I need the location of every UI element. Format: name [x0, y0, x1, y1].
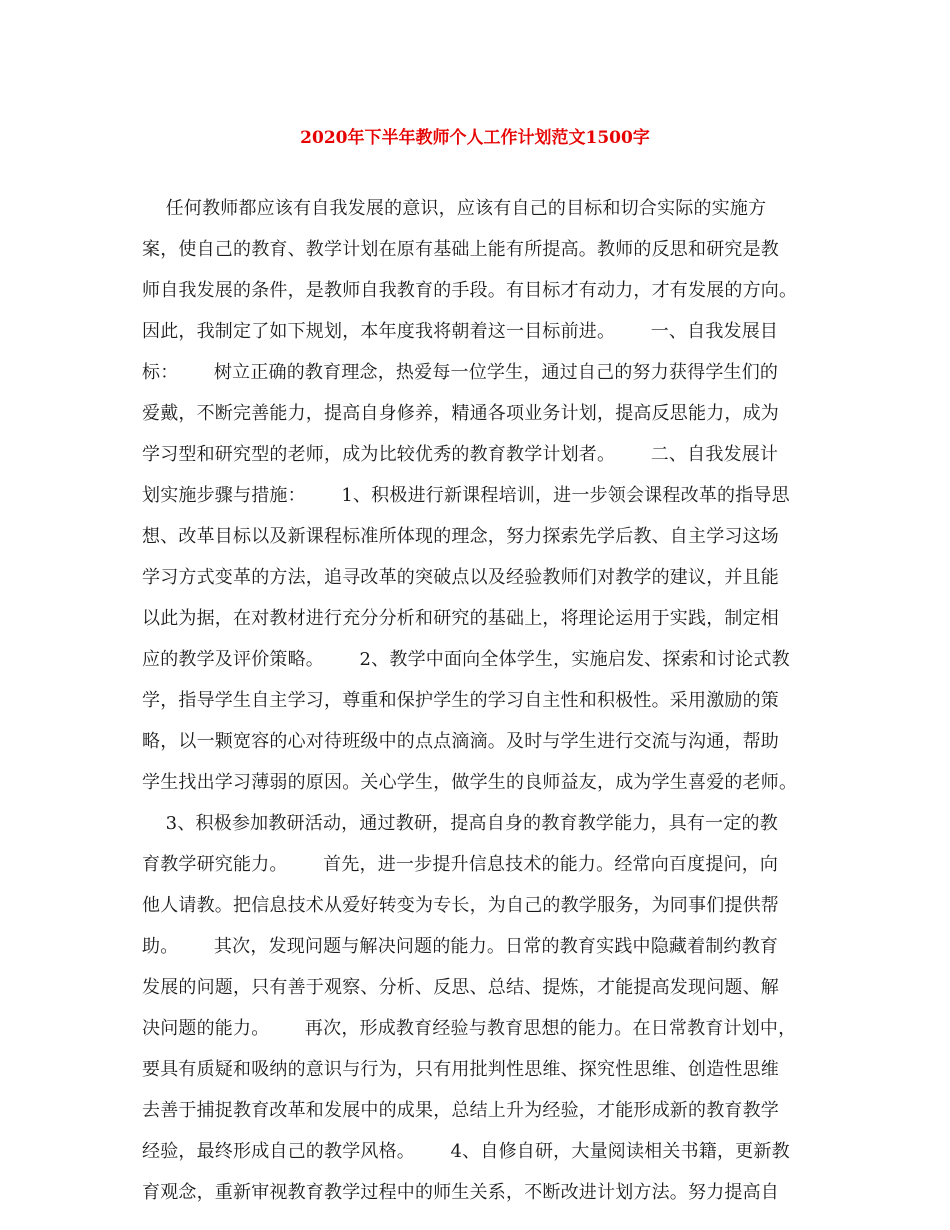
body-line: 经验，最终形成自己的教学风格。 4、自修自研，大量阅读相关书籍，更新教: [142, 1141, 790, 1162]
body-line: 爱戴，不断完善能力，提高自身修养，精通各项业务计划，提高反思能力，成为: [142, 403, 779, 424]
body-line: 学生找出学习薄弱的原因。关心学生，做学生的良师益友，成为学生喜爱的老师。: [142, 772, 798, 793]
body-line: 标： 树立正确的教育理念，热爱每一位学生，通过自己的努力获得学生们的: [142, 362, 779, 383]
body-line: 任何教师都应该有自我发展的意识，应该有自己的目标和切合实际的实施方: [142, 198, 767, 219]
body-line: 育教学研究能力。 首先，进一步提升信息技术的能力。经常向百度提问，向: [142, 854, 779, 875]
body-line: 应的教学及评价策略。 2、教学中面向全体学生，实施启发、探索和讨论式教: [142, 649, 790, 670]
body-line: 以此为据，在对教材进行充分分析和研究的基础上，将理论运用于实践，制定相: [142, 608, 779, 629]
document-title: 2020年下半年教师个人工作计划范文1500字: [300, 128, 650, 148]
body-line: 3、积极参加教研活动，通过教研，提高自身的教育教学能力，具有一定的教: [142, 813, 778, 834]
body-line: 想、改革目标以及新课程标准所体现的理念，努力探索先学后教、自主学习这场: [142, 526, 779, 547]
body-line: 要具有质疑和吸纳的意识与行为，只有用批判性思维、探究性思维、创造性思维: [142, 1059, 779, 1080]
body-line: 学习方式变革的方法，追寻改革的突破点以及经验教师们对教学的建议，并且能: [142, 567, 779, 588]
body-line: 师自我发展的条件，是教师自我教育的手段。有目标才有动力，才有发展的方向。: [142, 280, 798, 301]
body-line: 助。 其次，发现问题与解决问题的能力。日常的教育实践中隐藏着制约教育: [142, 936, 779, 957]
body-line: 学，指导学生自主学习，尊重和保护学生的学习自主性和积极性。采用激励的策: [142, 690, 779, 711]
body-line: 他人请教。把信息技术从爱好转变为专长，为自己的教学服务，为同事们提供帮: [142, 895, 779, 916]
body-line: 因此，我制定了如下规划，本年度我将朝着这一目标前进。 一、自我发展目: [142, 321, 779, 342]
body-line: 发展的问题，只有善于观察、分析、反思、总结、提炼，才能提高发现问题、解: [142, 977, 779, 998]
body-line: 学习型和研究型的老师，成为比较优秀的教育教学计划者。 二、自我发展计: [142, 444, 779, 465]
body-line: 案，使自己的教育、教学计划在原有基础上能有所提高。教师的反思和研究是教: [142, 239, 779, 260]
body-line: 略，以一颗宽容的心对待班级中的点点滴滴。及时与学生进行交流与沟通，帮助: [142, 731, 779, 752]
document-body: [142, 188, 822, 1213]
body-line: 育观念，重新审视教育教学过程中的师生关系，不断改进计划方法。努力提高自: [142, 1182, 779, 1203]
body-line: 划实施步骤与措施： 1、积极进行新课程培训，进一步领会课程改革的指导思: [142, 485, 790, 506]
body-line: 去善于捕捉教育改革和发展中的成果，总结上升为经验，才能形成新的教育教学: [142, 1100, 779, 1121]
body-line: 决问题的能力。 再次，形成教育经验与教育思想的能力。在日常教育计划中，: [142, 1018, 797, 1039]
